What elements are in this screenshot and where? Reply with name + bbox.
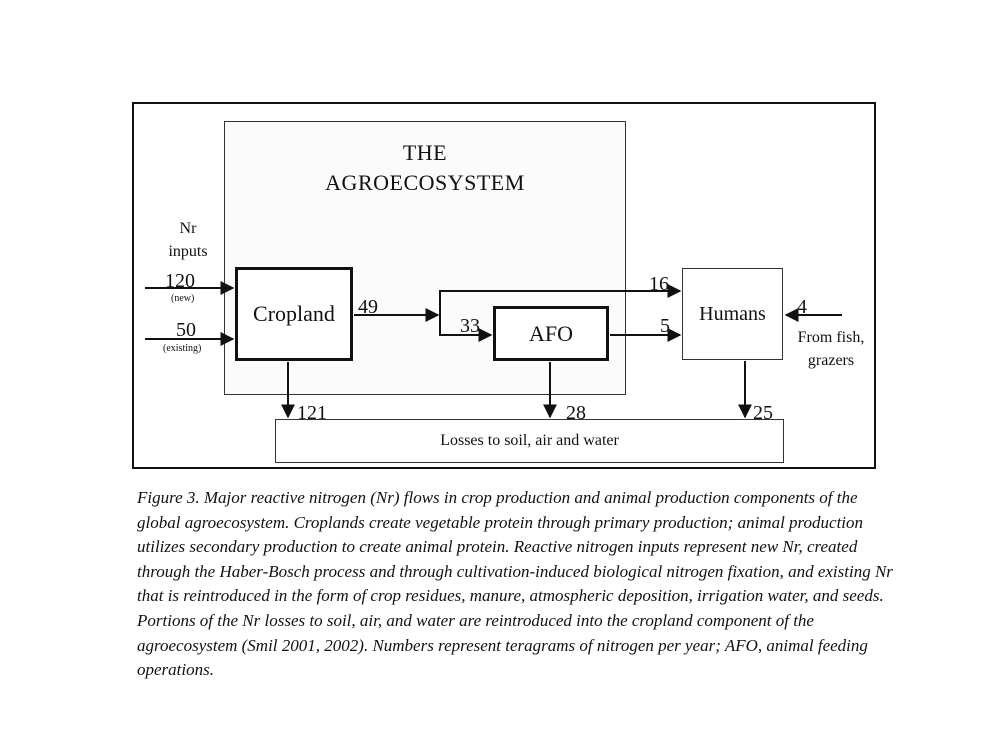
flow-humans-losses: 25: [753, 402, 773, 424]
figure-caption: Figure 3. Major reactive nitrogen (Nr) flows in crop production and animal production components of the global agroecosystem. Croplands create vegetable protein through primary production; animal production utilizes secondary production to create animal protein. Reactive nitrogen inputs represent new Nr, created through the Haber-Bosch process and through cultivation-induced biological nitrogen fixation, and existing Nr that is reintroduced in the form of crop residues, manure, atmospheric deposition, irrigation water, and seeds. Portions of the Nr losses to soil, air, and water are reintroduced into the cropland component of the agroecosystem (Smil 2001, 2002). Numbers represent teragrams of nitrogen per year; AFO, animal feeding operations.: [137, 488, 893, 680]
flow-afo-to-humans: 5: [660, 315, 670, 337]
humans-label: Humans: [699, 302, 766, 325]
inputs-title-line2: inputs: [168, 243, 208, 260]
agroecosystem-title-line1: THE: [402, 140, 448, 165]
input-existing-label: (existing): [163, 343, 202, 354]
cropland-label: Cropland: [253, 301, 335, 326]
flow-cropland-losses: 121: [297, 402, 327, 424]
flow-afo-losses: 28: [566, 402, 586, 424]
losses-label: Losses to soil, air and water: [440, 432, 619, 449]
flow-from-fish: 4: [797, 296, 807, 318]
arrow-to-humans: [440, 291, 680, 315]
input-new-value: 120: [165, 270, 195, 292]
flow-to-humans: 16: [649, 273, 669, 295]
fish-label-line2: grazers: [807, 352, 855, 369]
arrow-to-afo: [440, 315, 491, 335]
input-new-label: (new): [171, 293, 195, 304]
fish-label-line1: From fish,: [797, 329, 865, 346]
inputs-title-line1: Nr: [179, 220, 197, 237]
afo-label: AFO: [528, 320, 573, 346]
input-existing-value: 50: [176, 319, 196, 341]
agroecosystem-title-line2: AGROECOSYSTEM: [325, 170, 525, 195]
flow-cropland-out: 49: [358, 296, 378, 318]
flow-to-afo: 33: [460, 315, 480, 337]
